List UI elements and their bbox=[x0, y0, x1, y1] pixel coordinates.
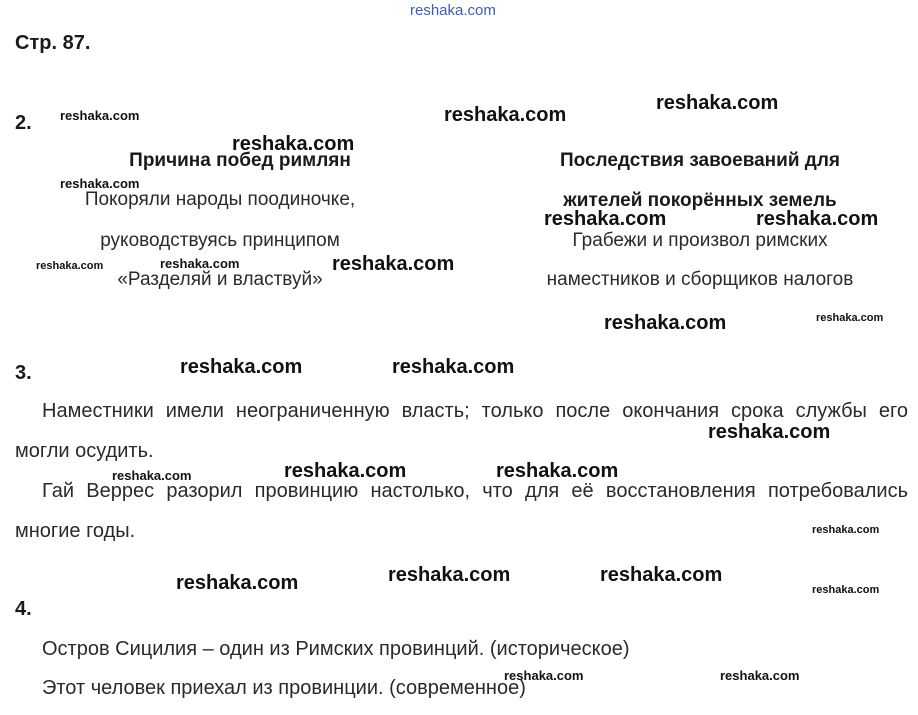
task-3-paragraph-1: Наместники имели неограниченную власть; только после окончания срока службы его могли осудить. bbox=[15, 400, 908, 462]
right-line-2: наместников и сборщиков налогов bbox=[546, 269, 854, 290]
left-line-1: Покоряли народы поодиночке, bbox=[84, 189, 356, 210]
watermark: reshaka.com bbox=[544, 208, 667, 230]
watermark-top: reshaka.com bbox=[410, 2, 496, 19]
watermark: reshaka.com bbox=[600, 564, 723, 586]
left-line-3: «Разделяй и властвуй» bbox=[117, 269, 323, 290]
watermark: reshaka.com bbox=[812, 524, 880, 536]
watermark: reshaka.com bbox=[504, 668, 584, 683]
watermark: reshaka.com bbox=[160, 256, 240, 271]
watermark: reshaka.com bbox=[756, 208, 879, 230]
watermark: reshaka.com bbox=[388, 564, 511, 586]
watermark: reshaka.com bbox=[444, 104, 567, 126]
task-4-sentence-1: Остров Сицилия – один из Римских провинций. (историческое) bbox=[42, 638, 630, 660]
right-column-heading-1: Последствия завоеваний для bbox=[559, 150, 841, 171]
task-4-number: 4. bbox=[15, 598, 32, 620]
watermark: reshaka.com bbox=[816, 312, 884, 324]
page-reference: Стр. 87. bbox=[15, 32, 91, 54]
left-column-heading: Причина побед римлян bbox=[129, 150, 351, 171]
watermark: reshaka.com bbox=[60, 176, 140, 191]
watermark: reshaka.com bbox=[284, 460, 407, 482]
watermark: reshaka.com bbox=[332, 253, 455, 275]
watermark: reshaka.com bbox=[812, 584, 880, 596]
watermark: reshaka.com bbox=[180, 356, 303, 378]
watermark: reshaka.com bbox=[656, 92, 779, 114]
watermark: reshaka.com bbox=[36, 260, 104, 272]
right-column-heading-2: жителей покорённых земель bbox=[563, 190, 837, 211]
watermark: reshaka.com bbox=[496, 460, 619, 482]
watermark: reshaka.com bbox=[720, 668, 800, 683]
task-2-number: 2. bbox=[15, 112, 32, 134]
watermark: reshaka.com bbox=[232, 133, 355, 155]
left-line-2: руководствуясь принципом bbox=[100, 230, 340, 251]
watermark: reshaka.com bbox=[176, 572, 299, 594]
watermark: reshaka.com bbox=[708, 421, 831, 443]
watermark: reshaka.com bbox=[112, 468, 192, 483]
right-line-1: Грабежи и произвол римских bbox=[572, 230, 828, 251]
task-4-sentence-2: Этот человек приехал из провинции. (современное) bbox=[42, 677, 526, 699]
task-3-paragraph-2: Гай Веррес разорил провинцию настолько, что для её восстановления потребовались многие годы. bbox=[15, 480, 908, 542]
watermark: reshaka.com bbox=[60, 108, 140, 123]
watermark: reshaka.com bbox=[604, 312, 727, 334]
task-3-number: 3. bbox=[15, 362, 32, 384]
watermark: reshaka.com bbox=[392, 356, 515, 378]
